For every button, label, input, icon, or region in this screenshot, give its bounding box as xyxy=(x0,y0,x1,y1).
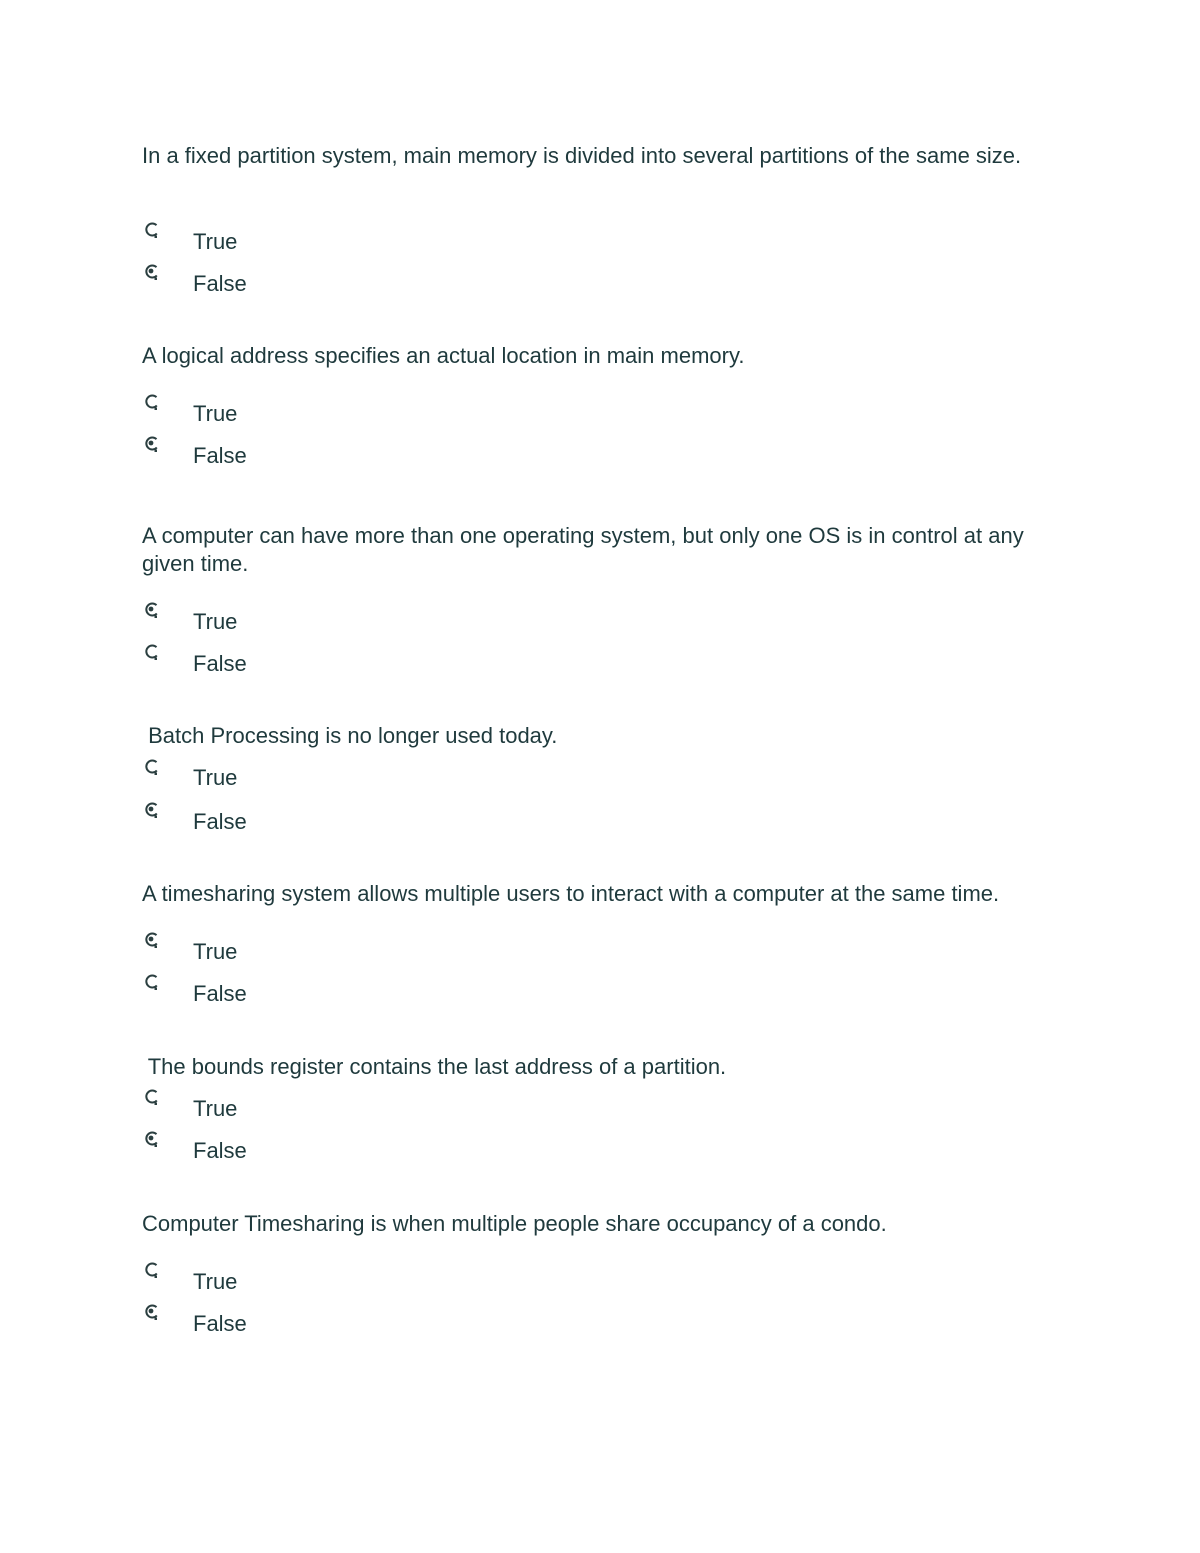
q4-true-label: True xyxy=(193,765,238,790)
q6-true-radio[interactable] xyxy=(144,1089,158,1103)
q5-true-radio[interactable] xyxy=(144,932,158,946)
q3-true-radio[interactable] xyxy=(144,602,158,616)
radio-circle-icon xyxy=(144,644,162,662)
q1-false-label: False xyxy=(193,271,247,296)
q2-true-label: True xyxy=(193,401,238,426)
q2-false-radio[interactable] xyxy=(144,436,158,450)
radio-circle-icon xyxy=(144,1304,162,1322)
q3-true-label: True xyxy=(193,609,238,634)
q6-false-radio[interactable] xyxy=(144,1131,158,1145)
radio-circle-icon xyxy=(144,264,162,282)
q4-true-radio[interactable] xyxy=(144,759,158,773)
question-3-text: A computer can have more than one operating system, but only one OS is in control at any given time. xyxy=(142,523,1024,576)
radio-circle-icon xyxy=(144,1262,162,1280)
q5-false-radio[interactable] xyxy=(144,974,158,988)
question-1-text: In a fixed partition system, main memory is divided into several partitions of the same size. xyxy=(142,143,1022,168)
radio-circle-icon xyxy=(144,1131,162,1149)
q6-false-label: False xyxy=(193,1138,247,1163)
radio-selected-dot-icon xyxy=(149,607,154,612)
question-5-text: A timesharing system allows multiple users to interact with a computer at the same time. xyxy=(142,881,1000,906)
radio-circle-icon xyxy=(144,932,162,950)
radio-circle-icon xyxy=(144,602,162,620)
q1-false-radio[interactable] xyxy=(144,264,158,278)
radio-circle-icon xyxy=(144,1089,162,1107)
q2-false-label: False xyxy=(193,443,247,468)
q1-true-radio[interactable] xyxy=(144,222,158,236)
question-7-text: Computer Timesharing is when multiple people share occupancy of a condo. xyxy=(142,1211,887,1236)
radio-selected-dot-icon xyxy=(149,441,154,446)
radio-selected-dot-icon xyxy=(149,937,154,942)
radio-circle-icon xyxy=(144,394,162,412)
q1-true-label: True xyxy=(193,229,238,254)
radio-circle-icon xyxy=(144,802,162,820)
q3-false-label: False xyxy=(193,651,247,676)
q4-false-label: False xyxy=(193,809,247,834)
question-2-text: A logical address specifies an actual location in main memory. xyxy=(142,343,745,368)
q3-false-radio[interactable] xyxy=(144,644,158,658)
q2-true-radio[interactable] xyxy=(144,394,158,408)
q5-true-label: True xyxy=(193,939,238,964)
question-4-text: Batch Processing is no longer used today. xyxy=(142,723,558,748)
q7-true-label: True xyxy=(193,1269,238,1294)
radio-circle-icon xyxy=(144,222,162,240)
radio-circle-icon xyxy=(144,436,162,454)
radio-circle-icon xyxy=(144,974,162,992)
radio-circle-icon xyxy=(144,759,162,777)
q7-false-label: False xyxy=(193,1311,247,1336)
q6-true-label: True xyxy=(193,1096,238,1121)
q7-false-radio[interactable] xyxy=(144,1304,158,1318)
question-6-text: The bounds register contains the last address of a partition. xyxy=(142,1054,727,1079)
radio-selected-dot-icon xyxy=(149,807,154,812)
radio-selected-dot-icon xyxy=(149,269,154,274)
q4-false-radio[interactable] xyxy=(144,802,158,816)
radio-selected-dot-icon xyxy=(149,1309,154,1314)
radio-selected-dot-icon xyxy=(149,1136,154,1141)
q7-true-radio[interactable] xyxy=(144,1262,158,1276)
q5-false-label: False xyxy=(193,981,247,1006)
